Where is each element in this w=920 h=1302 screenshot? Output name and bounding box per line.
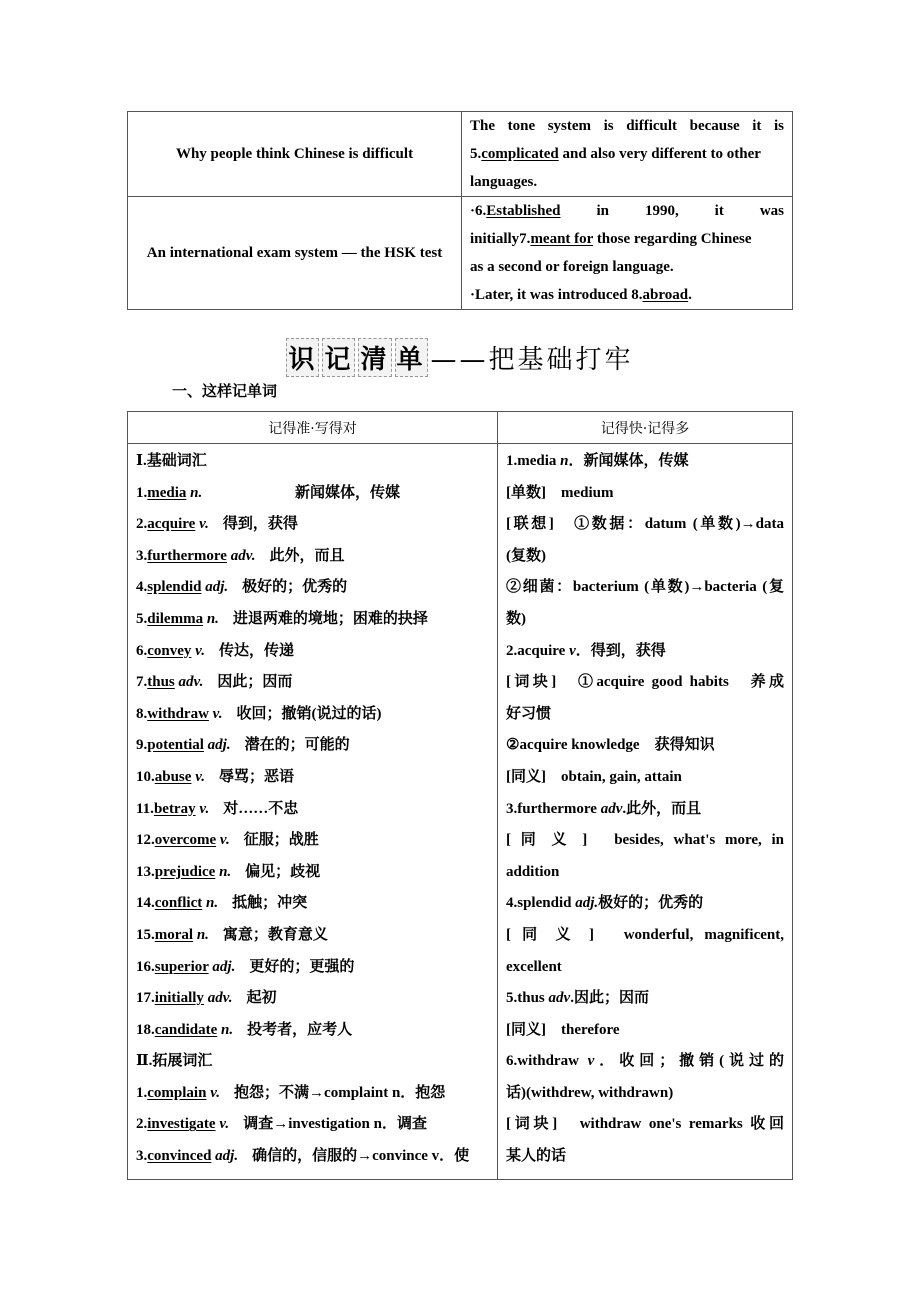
vocab-item <box>136 952 489 984</box>
vocab-item <box>136 920 489 952</box>
vocab-word: dilemma <box>147 610 204 627</box>
meaning: 更好的；更强的 <box>249 958 355 975</box>
text-segment: ②acquire knowledge 获得知识 <box>506 737 715 754</box>
text-segment: [联想] ①数据：datum (单数)→data <box>506 516 784 533</box>
text-segment: 话)(withdrew, withdrawn) <box>506 1084 674 1101</box>
note-line <box>506 1109 784 1141</box>
meaning: 投考者，应考人 <box>247 1021 353 1038</box>
title-char-box: 清 <box>358 338 391 377</box>
text-segment: adv <box>600 800 623 817</box>
text-segment: [同义] therefore <box>506 1021 620 1038</box>
table-row <box>128 112 793 197</box>
vocab-list-left <box>128 444 498 1180</box>
meaning: 潜在的；可能的 <box>244 737 350 754</box>
vocab-word: investigate <box>147 1116 216 1133</box>
text-segment: ．得到，获得 <box>575 642 666 659</box>
part-of-speech: adj. <box>207 737 231 754</box>
note-line <box>506 509 784 541</box>
category-heading: Ⅰ.基础词汇 <box>136 453 207 469</box>
meaning: 寓意；教育意义 <box>222 926 328 943</box>
text-segment: languages. <box>470 174 538 190</box>
vocab-item <box>136 667 489 699</box>
vocab-item <box>136 478 489 510</box>
detail-line <box>470 253 784 281</box>
part-of-speech: adj. <box>212 958 236 975</box>
text-segment: 5.thus <box>506 990 549 1007</box>
item-number: 17. <box>136 990 155 1007</box>
note-line <box>506 667 784 699</box>
summary-table <box>127 111 793 310</box>
text-segment: (复数) <box>506 547 546 564</box>
vocab-word: splendid <box>147 579 202 596</box>
vocab-item <box>136 541 489 573</box>
text-segment: n <box>560 453 569 469</box>
note-line <box>506 762 784 794</box>
text-segment: 数) <box>506 610 526 627</box>
part-of-speech: adj. <box>205 579 229 596</box>
meaning: 抵触；冲突 <box>232 895 308 912</box>
vocab-word: furthermore <box>147 547 227 564</box>
underlined-answer: meant for <box>530 231 594 247</box>
vocab-item <box>136 794 489 826</box>
meaning: 新闻媒体，传媒 <box>216 484 401 501</box>
text-segment: as a second or foreign language. <box>470 259 674 275</box>
text-segment: excellent <box>506 958 562 975</box>
part-of-speech: v. <box>210 1084 221 1101</box>
item-number: 1. <box>136 484 148 501</box>
meaning: 收回；撤销(说过的话) <box>236 705 382 722</box>
part-of-speech: v. <box>212 705 223 722</box>
vocab-word: convey <box>147 642 192 659</box>
vocab-item <box>136 604 489 636</box>
vocab-item <box>136 888 489 920</box>
vocab-item <box>136 825 489 857</box>
text-segment: addition <box>506 863 560 880</box>
item-number: 16. <box>136 958 155 975</box>
underlined-answer: Established <box>486 203 561 219</box>
item-number: 15. <box>136 926 155 943</box>
meaning: 对……不忠 <box>223 800 299 817</box>
part-of-speech: v. <box>219 832 230 849</box>
item-number: 1. <box>136 1084 148 1101</box>
note-line <box>506 888 784 920</box>
part-of-speech: adv. <box>230 547 256 564</box>
text-segment: 极好的；优秀的 <box>598 895 704 912</box>
meaning: 进退两难的境地；困难的抉择 <box>232 610 428 627</box>
note-line <box>506 1046 784 1078</box>
item-number: 11. <box>136 800 154 817</box>
vocab-word: moral <box>154 926 194 943</box>
text-segment: [词块] ①acquire good habits 养成 <box>506 674 784 691</box>
text-segment: initially7. <box>470 231 531 247</box>
note-line <box>506 825 784 857</box>
text-segment: ·6. <box>470 203 487 219</box>
part-of-speech: v. <box>199 800 210 817</box>
vocab-word: abuse <box>154 768 192 785</box>
meaning: 征服；战胜 <box>243 832 319 849</box>
meaning: 传达，传递 <box>219 642 295 659</box>
part-of-speech: v. <box>219 1116 230 1133</box>
note-line <box>506 1078 784 1110</box>
part-of-speech: v. <box>195 768 206 785</box>
vocab-notes-right <box>498 444 793 1180</box>
meaning: 因此；因而 <box>217 674 293 691</box>
vocab-item <box>136 1015 489 1047</box>
title-char-box: 单 <box>395 338 428 377</box>
column-header-left: 记得准·写得对 <box>128 412 498 444</box>
detail-cell <box>462 197 793 310</box>
vocab-item <box>136 730 489 762</box>
text-segment: The tone system is difficult because it is <box>470 118 784 134</box>
underlined-answer: abroad <box>642 287 689 303</box>
text-segment: 1.media <box>506 453 561 469</box>
text-segment: [同义] obtain, gain, attain <box>506 768 682 785</box>
part-of-speech: n. <box>219 863 232 880</box>
text-segment: and also very different to other <box>558 146 761 162</box>
note-line <box>506 794 784 826</box>
part-of-speech: adj. <box>215 1148 239 1165</box>
text-segment: [ 同 义 ] wonderful, magnificent, <box>506 926 784 943</box>
vocab-word: potential <box>147 737 204 754</box>
meaning: 得到，获得 <box>222 516 298 533</box>
meaning: 调查→investigation n．调查 <box>243 1116 427 1133</box>
note-line <box>506 1015 784 1047</box>
vocab-word: withdraw <box>147 705 209 722</box>
vocab-word: prejudice <box>154 863 216 880</box>
text-segment: .此外，而且 <box>622 800 702 817</box>
vocab-item <box>136 509 489 541</box>
text-segment: in 1990, it was <box>560 203 784 219</box>
vocab-word: overcome <box>154 832 217 849</box>
detail-line <box>470 112 784 140</box>
note-line <box>506 446 784 478</box>
note-line <box>506 478 784 510</box>
note-line <box>506 541 784 573</box>
note-line <box>506 983 784 1015</box>
vocab-item <box>136 762 489 794</box>
text-segment: ·Later, it was introduced 8. <box>470 287 643 303</box>
vocab-word: candidate <box>154 1021 218 1038</box>
text-segment: 3.furthermore <box>506 800 601 817</box>
text-segment: [单数] medium <box>506 484 614 501</box>
meaning: 抱怨；不满→complaint n．抱怨 <box>234 1084 446 1101</box>
part-of-speech: adv. <box>207 990 233 1007</box>
vocab-item <box>136 857 489 889</box>
note-line <box>506 1141 784 1173</box>
item-number: 9. <box>136 737 148 754</box>
vocab-word: conflict <box>154 895 203 912</box>
item-number: 2. <box>136 1116 148 1133</box>
vocab-word: superior <box>154 958 209 975</box>
vocab-word: thus <box>147 674 175 691</box>
column-header-right: 记得快·记得多 <box>498 412 793 444</box>
text-segment: those regarding Chinese <box>593 231 752 247</box>
underlined-answer: complicated <box>481 146 559 162</box>
part-of-speech: n. <box>206 610 219 627</box>
item-number: 6. <box>136 642 148 659</box>
title-rest: ——把基础打牢 <box>430 345 634 375</box>
text-segment: 5. <box>470 146 482 162</box>
meaning: 此外，而且 <box>269 547 345 564</box>
part-of-speech: v. <box>199 516 209 533</box>
text-segment: v <box>569 642 576 659</box>
text-segment: adv <box>548 990 571 1007</box>
item-number: 3. <box>136 1148 148 1165</box>
vocab-word: media <box>147 484 187 501</box>
item-number: 12. <box>136 832 155 849</box>
vocab-item <box>136 1109 489 1141</box>
vocab-word: complain <box>147 1084 207 1101</box>
note-line <box>506 636 784 668</box>
note-line <box>506 572 784 604</box>
text-segment: . <box>688 287 692 303</box>
item-number: 18. <box>136 1021 155 1038</box>
note-line <box>506 857 784 889</box>
text-segment: 2.acquire <box>506 642 570 659</box>
text-segment: .因此；因而 <box>570 990 649 1007</box>
note-line <box>506 952 784 984</box>
text-segment: ．收回；撤销(说过的 <box>594 1053 784 1070</box>
vocab-item <box>136 983 489 1015</box>
meaning: 起初 <box>246 990 277 1007</box>
part-of-speech: v. <box>195 642 206 659</box>
detail-cell <box>462 112 793 197</box>
detail-line <box>470 197 784 225</box>
item-number: 10. <box>136 768 155 785</box>
section-heading: 一、这样记单词 <box>172 382 278 400</box>
meaning: 偏见；歧视 <box>245 863 321 880</box>
text-segment: ．新闻媒体，传媒 <box>568 453 689 469</box>
vocab-item <box>136 1078 489 1110</box>
item-number: 7. <box>136 674 148 691</box>
text-segment: ②细菌：bacterium (单数)→bacteria (复 <box>506 579 784 596</box>
text-segment: [词块] withdraw one's remarks 收回 <box>506 1116 784 1133</box>
vocab-item <box>136 1141 489 1173</box>
part-of-speech: n. <box>196 926 209 943</box>
part-of-speech: n. <box>205 895 219 912</box>
meaning: 极好的；优秀的 <box>242 579 348 596</box>
table-row <box>128 197 793 310</box>
text-segment: [ 同 义 ] besides, what's more, in <box>506 832 784 849</box>
vocab-table <box>127 411 793 1180</box>
vocab-word: acquire <box>147 516 196 533</box>
vocab-word: betray <box>153 800 196 817</box>
item-number: 2. <box>136 516 148 533</box>
text-segment: 6.withdraw <box>506 1053 588 1070</box>
vocab-word: convinced <box>147 1148 212 1165</box>
item-number: 5. <box>136 610 148 627</box>
item-number: 13. <box>136 863 155 880</box>
text-segment: 4.splendid <box>506 895 576 912</box>
topic-cell: An international exam system — the HSK test <box>128 197 462 310</box>
meaning: 确信的，信服的→convince v．使 <box>252 1148 470 1165</box>
item-number: 3. <box>136 547 148 564</box>
detail-line <box>470 140 784 168</box>
vocab-item <box>136 636 489 668</box>
title-char-box: 记 <box>322 338 355 377</box>
part-of-speech: n. <box>190 484 203 501</box>
note-line <box>506 699 784 731</box>
section-title <box>0 338 920 377</box>
detail-line <box>470 281 784 309</box>
title-char-box: 识 <box>286 338 319 377</box>
part-of-speech: n. <box>221 1021 234 1038</box>
note-line <box>506 604 784 636</box>
detail-line <box>470 225 784 253</box>
item-number: 4. <box>136 579 148 596</box>
category-heading: Ⅱ.拓展词汇 <box>136 1053 213 1070</box>
item-number: 8. <box>136 705 148 722</box>
vocab-word: initially <box>154 990 204 1007</box>
text-segment: 某人的话 <box>506 1148 567 1165</box>
text-segment: v <box>587 1053 595 1070</box>
note-line <box>506 730 784 762</box>
vocab-item <box>136 699 489 731</box>
part-of-speech: adv. <box>178 674 204 691</box>
vocab-item <box>136 572 489 604</box>
text-segment: adj. <box>575 895 599 912</box>
item-number: 14. <box>136 895 155 912</box>
meaning: 辱骂；恶语 <box>219 768 295 785</box>
topic-cell: Why people think Chinese is difficult <box>128 112 462 197</box>
detail-line <box>470 168 784 196</box>
note-line <box>506 920 784 952</box>
text-segment: 好习惯 <box>506 705 552 722</box>
